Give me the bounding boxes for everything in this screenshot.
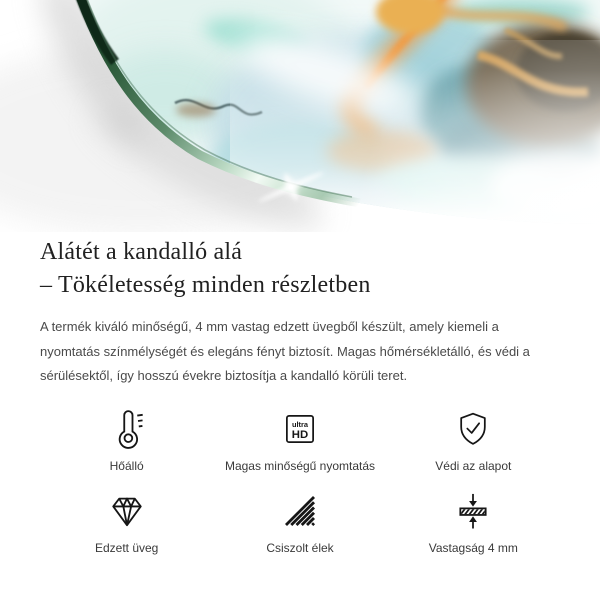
- feature-label: Vastagság 4 mm: [428, 540, 518, 555]
- page-title-line2: – Tökéletesség minden részletben: [40, 272, 371, 298]
- feature-heat-resistant: [40, 407, 213, 473]
- beveled-edge-icon: [279, 489, 321, 533]
- diamond-icon: [105, 489, 149, 533]
- feature-label: Védi az alapot: [435, 458, 512, 473]
- ultra-hd-icon-text-bottom: HD: [291, 428, 309, 441]
- feature-polished-edges: [213, 489, 386, 555]
- page-title-line1: Alátét a kandalló alá: [40, 239, 243, 265]
- product-description-section: [0, 236, 600, 555]
- feature-label: Hőálló: [109, 458, 144, 473]
- product-description-text: A termék kiváló minőségű, 4 mm vastag edzett üvegből készült, amely kiemeli a nyomtatás színmélységét és elegáns fényt biztosít. Magas hőmérsékletálló, és védi a sérülésektől, így hosszú évekre biztosítja a kandalló körüli teret.: [40, 319, 530, 383]
- feature-thickness-4mm: [387, 489, 560, 555]
- ultra-hd-icon-text-top: ultra: [291, 419, 309, 429]
- feature-label: Edzett üveg: [94, 540, 159, 555]
- feature-ultra-hd-print: [213, 407, 386, 473]
- feature-grid: [40, 407, 560, 555]
- feature-tempered-glass: [40, 489, 213, 555]
- product-photo-glass-hearth-pad: [0, 0, 600, 232]
- feature-label: Csiszolt élek: [266, 540, 334, 555]
- thermometer-icon: [105, 407, 149, 451]
- feature-label: Magas minőségű nyomtatás: [224, 458, 376, 473]
- feature-protects-base: [387, 407, 560, 473]
- shield-check-icon: [452, 407, 494, 451]
- page-title: [40, 236, 560, 302]
- ultra-hd-icon: [279, 407, 321, 451]
- thickness-icon: [452, 489, 494, 533]
